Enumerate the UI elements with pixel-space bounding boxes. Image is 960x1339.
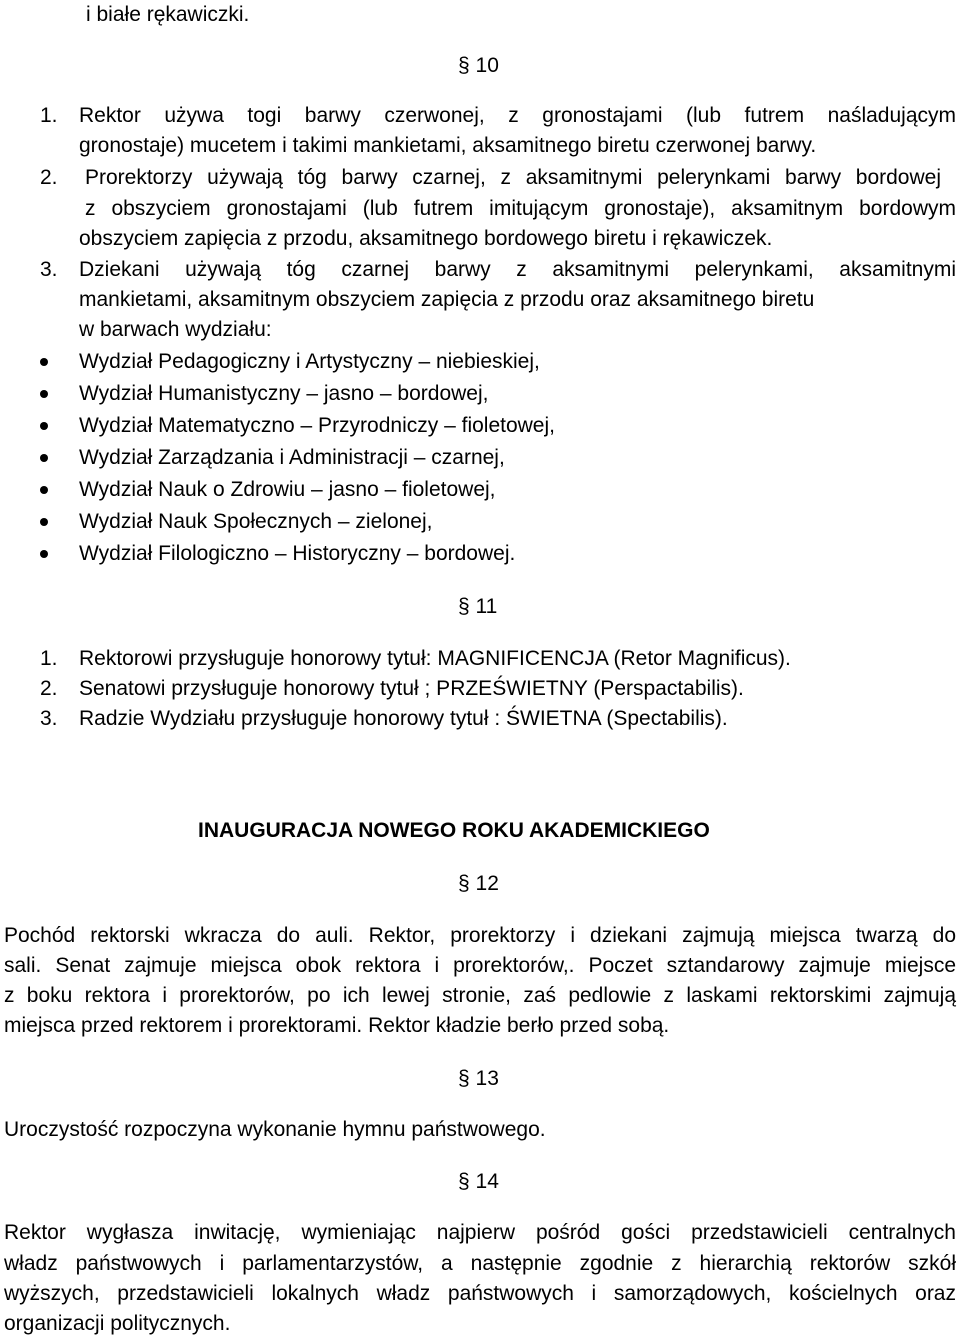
list-item: Wydział Nauk Społecznych – zielonej,	[79, 510, 433, 533]
item-text-line: obszyciem zapięcia z przodu, aksamitnego bordowego biretu i rękawiczek.	[79, 227, 773, 250]
paragraph-fragment: i białe rękawiczki.	[86, 3, 250, 26]
paragraph-line: Uroczystość rozpoczyna wykonanie hymnu państwowego.	[4, 1118, 546, 1141]
paragraph-line: Pochód rektorski wkracza do auli. Rektor, prorektorzy i dziekani zajmują miejsca twarzą do	[4, 924, 956, 947]
bullet-icon	[40, 486, 48, 494]
bullet-icon	[40, 358, 48, 366]
section-14-mark: § 14	[458, 1170, 499, 1193]
list-item: Wydział Zarządzania i Administracji – czarnej,	[79, 446, 505, 469]
paragraph-line: miejsca przed rektorem i prorektorami. Rektor kładzie berło przed sobą.	[4, 1014, 670, 1037]
list-item: Wydział Nauk o Zdrowiu – jasno – fioletowej,	[79, 478, 496, 501]
paragraph-line: władz państwowych i parlamentarzystów, a następnie zgodnie z hierarchią rektorów szkół	[4, 1252, 956, 1275]
item-text-line: Prorektorzy używają tóg barwy czarnej, z aksamitnymi pelerynkami barwy bordowej	[85, 166, 941, 189]
paragraph-line: Rektor wygłasza inwitację, wymieniając najpierw pośród gości przedstawicieli centralnych	[4, 1221, 956, 1244]
section-10-mark: § 10	[458, 54, 499, 77]
item-text-line: z obszyciem gronostajami (lub futrem imitującym gronostaje), aksamitnym bordowym	[85, 197, 956, 220]
bullet-icon	[40, 422, 48, 430]
bullet-icon	[40, 454, 48, 462]
item-number: 1.	[40, 647, 58, 670]
item-number: 3.	[40, 258, 58, 281]
item-text-line: w barwach wydziału:	[79, 318, 272, 341]
item-text-line: gronostaje) mucetem i takimi mankietami, aksamitnego biretu czerwonej barwy.	[79, 134, 817, 157]
section-13-mark: § 13	[458, 1067, 499, 1090]
bullet-icon	[40, 390, 48, 398]
section-12-mark: § 12	[458, 872, 499, 895]
bullet-icon	[40, 550, 48, 558]
paragraph-line: sali. Senat zajmuje miejsca obok rektora i prorektorów,. Poczet sztandarowy zajmuje miejsce	[4, 954, 956, 977]
paragraph-line: z boku rektora i prorektorów, po ich lewej stronie, zaś pedlowie z laskami rektorskimi zajmują	[4, 984, 956, 1007]
item-number: 2.	[40, 677, 58, 700]
bullet-icon	[40, 518, 48, 526]
item-number: 3.	[40, 707, 58, 730]
list-item: Wydział Matematyczno – Przyrodniczy – fioletowej,	[79, 414, 555, 437]
item-number: 2.	[40, 166, 58, 189]
section-heading: INAUGURACJA NOWEGO ROKU AKADEMICKIEGO	[198, 819, 710, 842]
list-item: Wydział Humanistyczny – jasno – bordowej,	[79, 382, 489, 405]
item-number: 1.	[40, 104, 58, 127]
item-text-line: Radzie Wydziału przysługuje honorowy tytuł : ŚWIETNA (Spectabilis).	[79, 707, 728, 730]
item-text-line: mankietami, aksamitnym obszyciem zapięcia z przodu oraz aksamitnego biretu	[79, 288, 815, 311]
section-11-mark: § 11	[458, 595, 498, 618]
item-text-line: Senatowi przysługuje honorowy tytuł ; PRZEŚWIETNY (Perspactabilis).	[79, 677, 744, 700]
item-text-line: Rektor używa togi barwy czerwonej, z gronostajami (lub futrem naśladującym	[79, 104, 956, 127]
list-item: Wydział Filologiczno – Historyczny – bordowej.	[79, 542, 516, 565]
paragraph-line: organizacji politycznych.	[4, 1312, 231, 1335]
item-text-line: Dziekani używają tóg czarnej barwy z aksamitnymi pelerynkami, aksamitnymi	[79, 258, 956, 281]
paragraph-line: wyższych, przedstawicieli lokalnych władz państwowych i samorządowych, kościelnych oraz	[4, 1282, 956, 1305]
item-text-line: Rektorowi przysługuje honorowy tytuł: MAGNIFICENCJA (Retor Magnificus).	[79, 647, 791, 670]
list-item: Wydział Pedagogiczny i Artystyczny – niebieskiej,	[79, 350, 540, 373]
